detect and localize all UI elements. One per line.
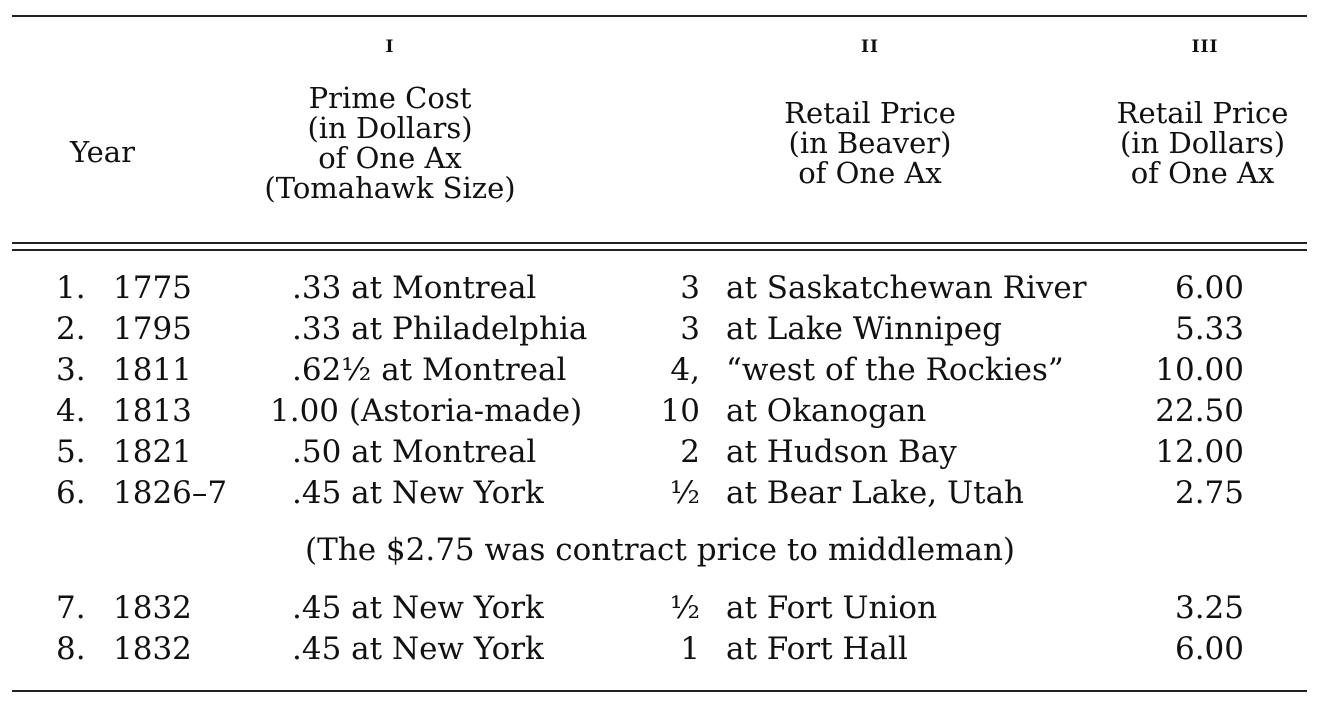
header-col3-line2: (in Dollars) — [1119, 126, 1286, 160]
row-retail-dollars: 22.50 — [1155, 393, 1244, 429]
table-row — [0, 350, 1320, 392]
table-row — [0, 268, 1320, 310]
table-row — [0, 309, 1320, 351]
header-col3-roman: III — [1191, 37, 1219, 57]
header-year — [70, 137, 135, 167]
row-year: 1795 — [113, 311, 192, 347]
row-retail-dollars: 6.00 — [1174, 631, 1244, 667]
row-number: 7. — [56, 590, 86, 626]
header-col1-roman: I — [385, 37, 395, 57]
header-col2-line1: Retail Price — [784, 96, 956, 130]
row-year: 1832 — [113, 631, 192, 667]
row-beaver-count: 3 — [680, 311, 700, 347]
row-prime-cost: .33 at Montreal — [292, 270, 537, 306]
row-number: 4. — [56, 393, 86, 429]
row-number: 5. — [56, 434, 86, 470]
table-row — [0, 432, 1320, 474]
table-note: (The $2.75 was contract price to middleman) — [304, 532, 1016, 568]
table-row — [0, 391, 1320, 433]
row-year: 1813 — [113, 393, 192, 429]
row-prime-cost: .45 at New York — [292, 475, 544, 511]
row-retail-dollars: 10.00 — [1155, 352, 1244, 388]
row-number: 2. — [56, 311, 86, 347]
bottom-rule — [12, 690, 1307, 692]
header-col2-line2: (in Beaver) — [788, 126, 952, 160]
header-col3 — [1095, 98, 1310, 188]
header-col3-line3: of One Ax — [1130, 156, 1275, 190]
header-col2-line3: of One Ax — [798, 156, 942, 190]
row-year: 1811 — [113, 352, 192, 388]
row-year: 1775 — [113, 270, 192, 306]
header-col2 — [720, 98, 1020, 188]
row-retail-dollars: 2.75 — [1174, 475, 1244, 511]
table-row — [0, 473, 1320, 515]
header-col1-line2: (in Dollars) — [307, 111, 473, 145]
row-number: 3. — [56, 352, 86, 388]
row-beaver-count: ½ — [669, 475, 700, 511]
row-beaver-place: “west of the Rockies” — [726, 352, 1064, 388]
row-prime-cost: .45 at New York — [292, 590, 544, 626]
row-number: 1. — [56, 270, 86, 306]
top-rule — [12, 15, 1307, 17]
header-col3-line1: Retail Price — [1116, 96, 1289, 130]
table-row — [0, 588, 1320, 630]
row-beaver-count: ½ — [669, 590, 700, 626]
row-prime-cost: .45 at New York — [292, 631, 544, 667]
row-beaver-count: 10 — [660, 393, 700, 429]
row-beaver-count: 1 — [680, 631, 700, 667]
row-number: 8. — [56, 631, 86, 667]
header-double-rule-upper — [12, 242, 1307, 244]
row-beaver-place: at Bear Lake, Utah — [726, 475, 1025, 511]
header-col2-roman: II — [861, 37, 879, 57]
header-col1-line3: of One Ax — [318, 141, 462, 175]
row-prime-cost: .33 at Philadelphia — [292, 311, 588, 347]
row-prime-cost: 1.00 (Astoria-made) — [270, 393, 583, 429]
header-double-rule-lower — [12, 249, 1307, 251]
table-row — [0, 629, 1320, 671]
row-number: 6. — [56, 475, 86, 511]
row-beaver-place: at Saskatchewan River — [726, 270, 1087, 306]
row-year: 1821 — [113, 434, 192, 470]
row-beaver-place: at Lake Winnipeg — [726, 311, 1002, 347]
row-prime-cost: .50 at Montreal — [292, 434, 537, 470]
row-beaver-place: at Fort Union — [726, 590, 938, 626]
row-beaver-place: at Hudson Bay — [726, 434, 957, 470]
row-year: 1826–7 — [113, 475, 228, 511]
header-col1-line4: (Tomahawk Size) — [264, 171, 516, 205]
header-col1-line1: Prime Cost — [308, 81, 472, 115]
row-retail-dollars: 5.33 — [1174, 311, 1244, 347]
row-year: 1832 — [113, 590, 192, 626]
row-prime-cost: .62½ at Montreal — [292, 352, 567, 388]
header-col1 — [235, 83, 545, 203]
row-beaver-count: 4, — [670, 352, 700, 388]
row-beaver-place: at Fort Hall — [726, 631, 908, 667]
row-retail-dollars: 3.25 — [1174, 590, 1244, 626]
row-beaver-place: at Okanogan — [726, 393, 927, 429]
row-beaver-count: 3 — [680, 270, 700, 306]
header-year-label: Year — [70, 135, 135, 169]
row-retail-dollars: 6.00 — [1174, 270, 1244, 306]
row-beaver-count: 2 — [680, 434, 700, 470]
row-retail-dollars: 12.00 — [1155, 434, 1244, 470]
